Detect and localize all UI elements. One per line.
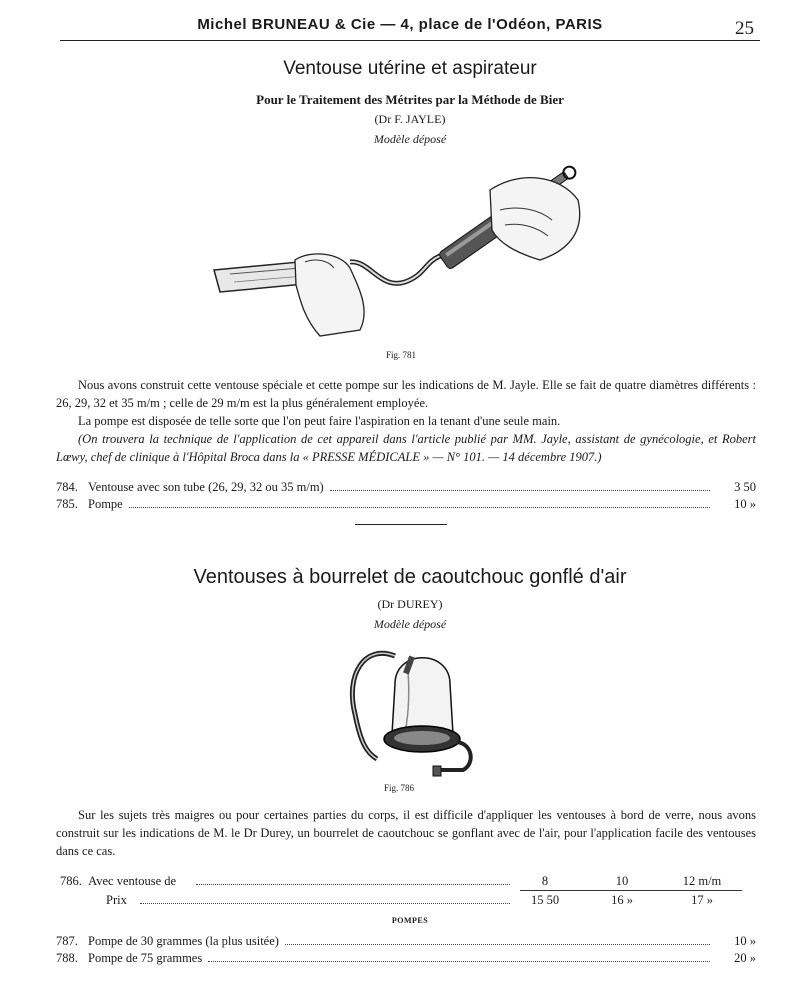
section-separator bbox=[355, 524, 447, 525]
list-item: 785. Pompe 10 » bbox=[56, 497, 756, 511]
rubber-rim-cup-illustration bbox=[335, 634, 485, 784]
list-item: 787. Pompe de 30 grammes (la plus usitée) 10 » bbox=[56, 934, 756, 948]
section2-para1: Sur les sujets très maigres ou pour certaines parties du corps, il est difficile d'appliquer les ventouses à bord de verre, nous avons construit sur les indications de M. le Dr Durey, un bourrelet de caoutchouc se gonflant avec de l'air, pour l'application facile des ventouses dans ce cas. bbox=[56, 808, 756, 858]
section1-para3: (On trouvera la technique de l'application de cet appareil dans l'article publié par MM. Jayle, assistant de gynécologie, et Robert Lœwy, chef de clinique à l'Hôpital Broca dans la « PRESSE MÉDICALE » — N° 101. — 14 décembre 1907.) bbox=[56, 432, 756, 464]
section2-model: Modèle déposé bbox=[373, 617, 447, 631]
table-row: Prix 15 50 16 » 17 » bbox=[60, 893, 760, 911]
section1-doctor: (Dr F. JAYLE) bbox=[374, 112, 446, 126]
page-number: 25 bbox=[735, 18, 754, 39]
glass-cup-icon bbox=[392, 656, 453, 734]
price-cell: 15 50 bbox=[530, 893, 560, 907]
fig-781-caption: Fig. 781 bbox=[386, 350, 417, 360]
section1-para1: Nous avons construit cette ventouse spéciale et cette pompe sur les indications de M. Jayle. Elle se fait de quatre diamètres différents : 26, 29, 32 et 35 m/m ; celle de 29 m/m est la plus généralement employée. bbox=[56, 378, 756, 410]
page-header: Michel BRUNEAU & Cie — 4, place de l'Odéon, PARIS bbox=[197, 16, 603, 33]
uterine-cup-pump-illustration bbox=[200, 150, 600, 340]
section1-model: Modèle déposé bbox=[373, 132, 447, 146]
size-cell: 12 m/m bbox=[682, 874, 722, 888]
table-row: 786. Avec ventouse de 8 10 12 m/m bbox=[60, 874, 760, 892]
right-hand-icon bbox=[490, 178, 580, 260]
fig-786-caption: Fig. 786 bbox=[384, 783, 415, 793]
size-cell: 10 bbox=[615, 874, 629, 888]
header-rule bbox=[60, 40, 760, 41]
section1-title: Ventouse utérine et aspirateur bbox=[283, 58, 537, 79]
section1-subtitle: Pour le Traitement des Métrites par la Méthode de Bier bbox=[256, 92, 564, 107]
price-cell: 17 » bbox=[691, 893, 713, 907]
section2-title: Ventouses à bourrelet de caoutchouc gonflé d'air bbox=[193, 566, 627, 588]
list-item: 788. Pompe de 75 grammes 20 » bbox=[56, 951, 756, 965]
list-item: 784. Ventouse avec son tube (26, 29, 32 ou 35 m/m) 3 50 bbox=[56, 480, 756, 494]
section1-para2: La pompe est disposée de telle sorte que l'on peut faire l'aspiration en la tenant d'une seule main. bbox=[78, 414, 561, 428]
table-rule bbox=[520, 890, 742, 891]
price-cell: 16 » bbox=[611, 893, 633, 907]
size-cell: 8 bbox=[541, 874, 549, 888]
section2-doctor: (Dr DUREY) bbox=[377, 597, 443, 611]
pompes-heading: POMPES bbox=[391, 916, 429, 925]
rubber-rim-icon bbox=[384, 726, 460, 752]
left-hand-icon bbox=[295, 254, 364, 336]
